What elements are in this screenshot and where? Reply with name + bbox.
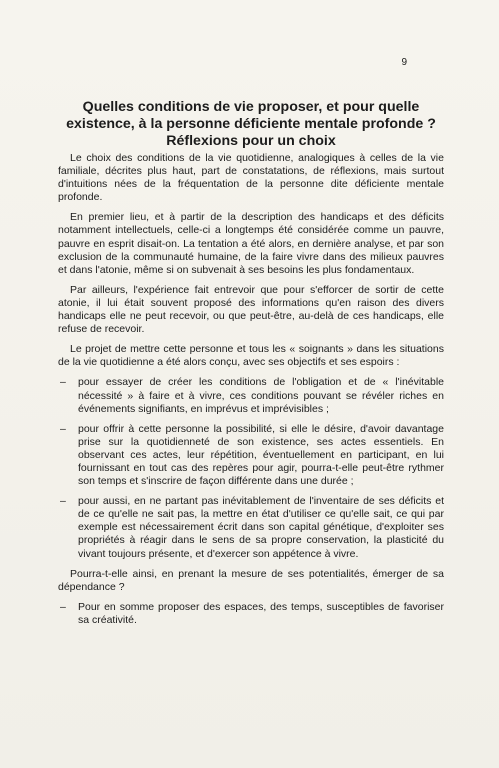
list-item-text: Pour en somme proposer des espaces, des temps, susceptibles de favoriser sa créativité. (78, 600, 444, 626)
paragraph: En premier lieu, et à partir de la description des handicaps et des déficits notamment intellectuels, celle-ci a longtemps été considérée comme un pauvre, pauvre en esprit disait-on. La tentation a été alors, en dernière analyse, et par son exclusion de la communauté humaine, de la faire vivre dans des milieux pauvres et dans l'atonie, même si on subvenait à ses besoins les plus fondamentaux. (58, 211, 444, 276)
list-item (58, 601, 444, 627)
list-item-text: pour essayer de créer les conditions de l'obligation et de « l'inévitable nécessité » à faire et à vivre, ces conditions pouvant se révéler riches en événements signifiants, en imprévus et imprévisibles ; (78, 376, 444, 415)
list-item-text: pour aussi, en ne partant pas inévitablement de l'inventaire de ses déficits et de ce qu'elle ne sait pas, la mettre en état d'utiliser ce qu'elle sait, ce qui par exemple est nécessairement écrit dans son capital génétique, d'exploiter ses propriétés à réagir dans le sens de sa propre conservation, la plasticité du vivant toujours présente, et d'exercer son appétence à vivre. (78, 495, 444, 560)
paragraph: Le choix des conditions de la vie quotidienne, analogiques à celles de la vie familiale, décrites plus haut, part de constatations, de réflexions, mais surtout d'intuitions nées de la fréquentation de la personne dite déficiente mentale profonde. (58, 152, 444, 204)
dash-bullet: – (60, 376, 66, 389)
page-number: 9 (401, 57, 407, 68)
dash-bullet: – (60, 422, 66, 435)
dash-bullet: – (60, 495, 66, 508)
list-item-text: pour offrir à cette personne la possibilité, si elle le désire, d'avoir davantage prise sur la quotidienneté de son existence, ses actes essentiels. En observant ces actes, leur répétition, éventuellement en participant, en lui fournissant en tout cas des repères pour agir, pourra-t-elle peut-être rythmer son temps et s'inscrire de façon différente dans une durée ; (78, 422, 444, 488)
paragraph: Par ailleurs, l'expérience fait entrevoir que pour s'efforcer de sortir de cette atonie, il lui était souvent proposé des informations qu'en raison des divers handicaps elle ne peut recevoir, ou que peut-être, au-delà de ces handicaps, elle refuse de recevoir. (58, 283, 444, 336)
title-line: Quelles conditions de vie proposer, et pour quelle (82, 99, 420, 115)
title-line: Réflexions pour un choix (166, 133, 336, 149)
paragraph: Pourra-t-elle ainsi, en prenant la mesure de ses potentialités, émerger de sa dépendance ? (58, 567, 444, 593)
dash-bullet: – (60, 600, 66, 613)
paragraph: Le projet de mettre cette personne et tous les « soignants » dans les situations de la vie quotidienne a été alors conçu, avec ses objectifs et ses espoirs : (58, 343, 444, 369)
section-title (58, 99, 444, 150)
body-text (58, 152, 444, 634)
list-item (58, 495, 444, 560)
list-item (58, 423, 444, 488)
title-line: existence, à la personne déficiente mentale profonde ? (66, 116, 436, 132)
list-item (58, 376, 444, 415)
